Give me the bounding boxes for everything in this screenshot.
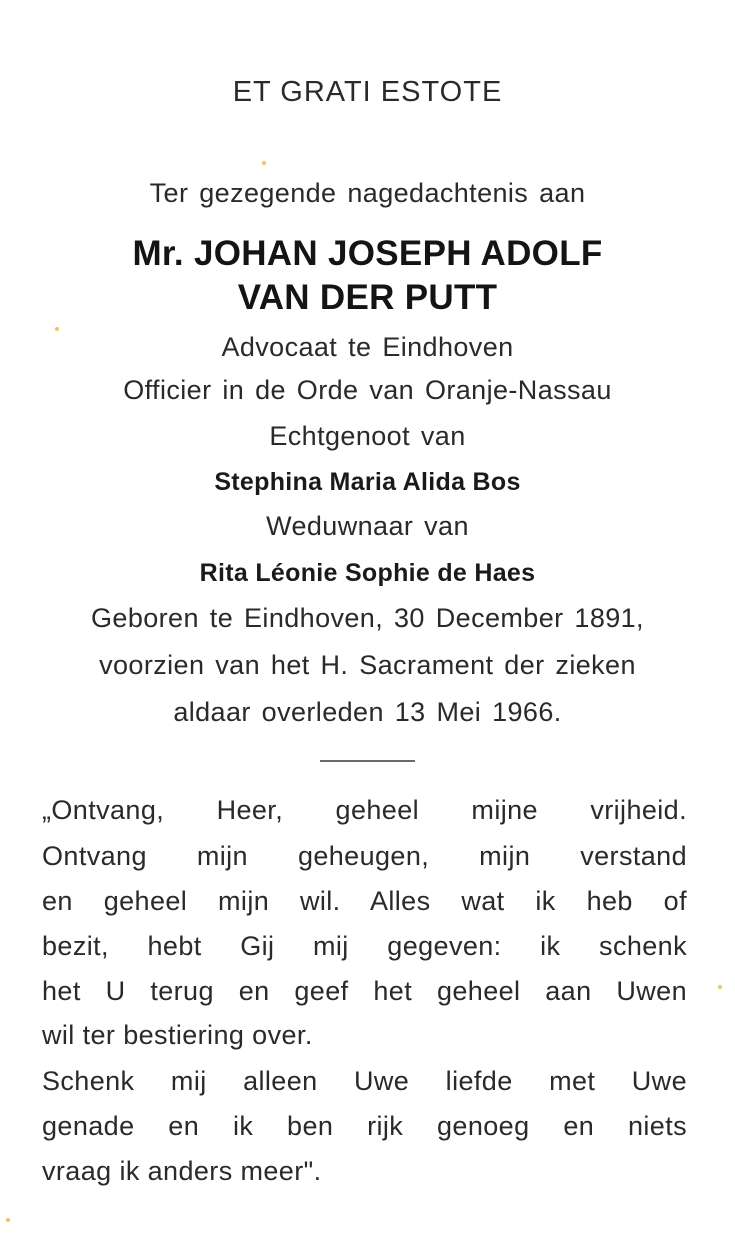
deceased-name-line-2: VAN DER PUTT <box>237 278 498 317</box>
death-line: aldaar overleden 13 Mei 1966. <box>173 697 562 727</box>
late-wife-name: Rita Léonie Sophie de Haes <box>199 559 536 587</box>
paper-speck <box>262 161 266 165</box>
intro-line: Ter gezegende nagedachtenis aan <box>149 178 586 208</box>
prayer-line-6: wil ter bestiering over. <box>42 1020 313 1050</box>
prayer-line-3: en geheel mijn wil. Alles wat ik heb of <box>42 886 687 916</box>
honor-line: Officier in de Orde van Oranje-Nassau <box>123 375 612 405</box>
paper-speck <box>6 1218 10 1222</box>
profession-line: Advocaat te Eindhoven <box>221 332 514 362</box>
prayer-line-4: bezit, hebt Gij mij gegeven: ik schenk <box>42 931 687 961</box>
prayer-line-8: genade en ik ben rijk genoeg en niets <box>42 1111 687 1141</box>
paper-speck <box>55 327 59 331</box>
paper-speck <box>718 985 722 989</box>
sacrament-line: voorzien van het H. Sacrament der zieken <box>99 650 636 680</box>
prayer-line-9: vraag ik anders meer". <box>42 1156 322 1186</box>
spouse-name: Stephina Maria Alida Bos <box>214 468 521 496</box>
prayer-line-2: Ontvang mijn geheugen, mijn verstand <box>42 841 687 871</box>
deceased-name-line-1: Mr. JOHAN JOSEPH ADOLF <box>132 234 603 273</box>
motto: ET GRATI ESTOTE <box>232 76 503 108</box>
prayer-line-1: „Ontvang, Heer, geheel mijne vrijheid. <box>42 795 687 825</box>
widower-label: Weduwnaar van <box>266 511 469 541</box>
birth-line: Geboren te Eindhoven, 30 December 1891, <box>91 603 644 633</box>
prayer-line-5: het U terug en geef het geheel aan Uwen <box>42 976 687 1006</box>
prayer-line-7: Schenk mij alleen Uwe liefde met Uwe <box>42 1066 687 1096</box>
spouse-label: Echtgenoot van <box>269 421 466 451</box>
section-divider <box>320 760 415 762</box>
